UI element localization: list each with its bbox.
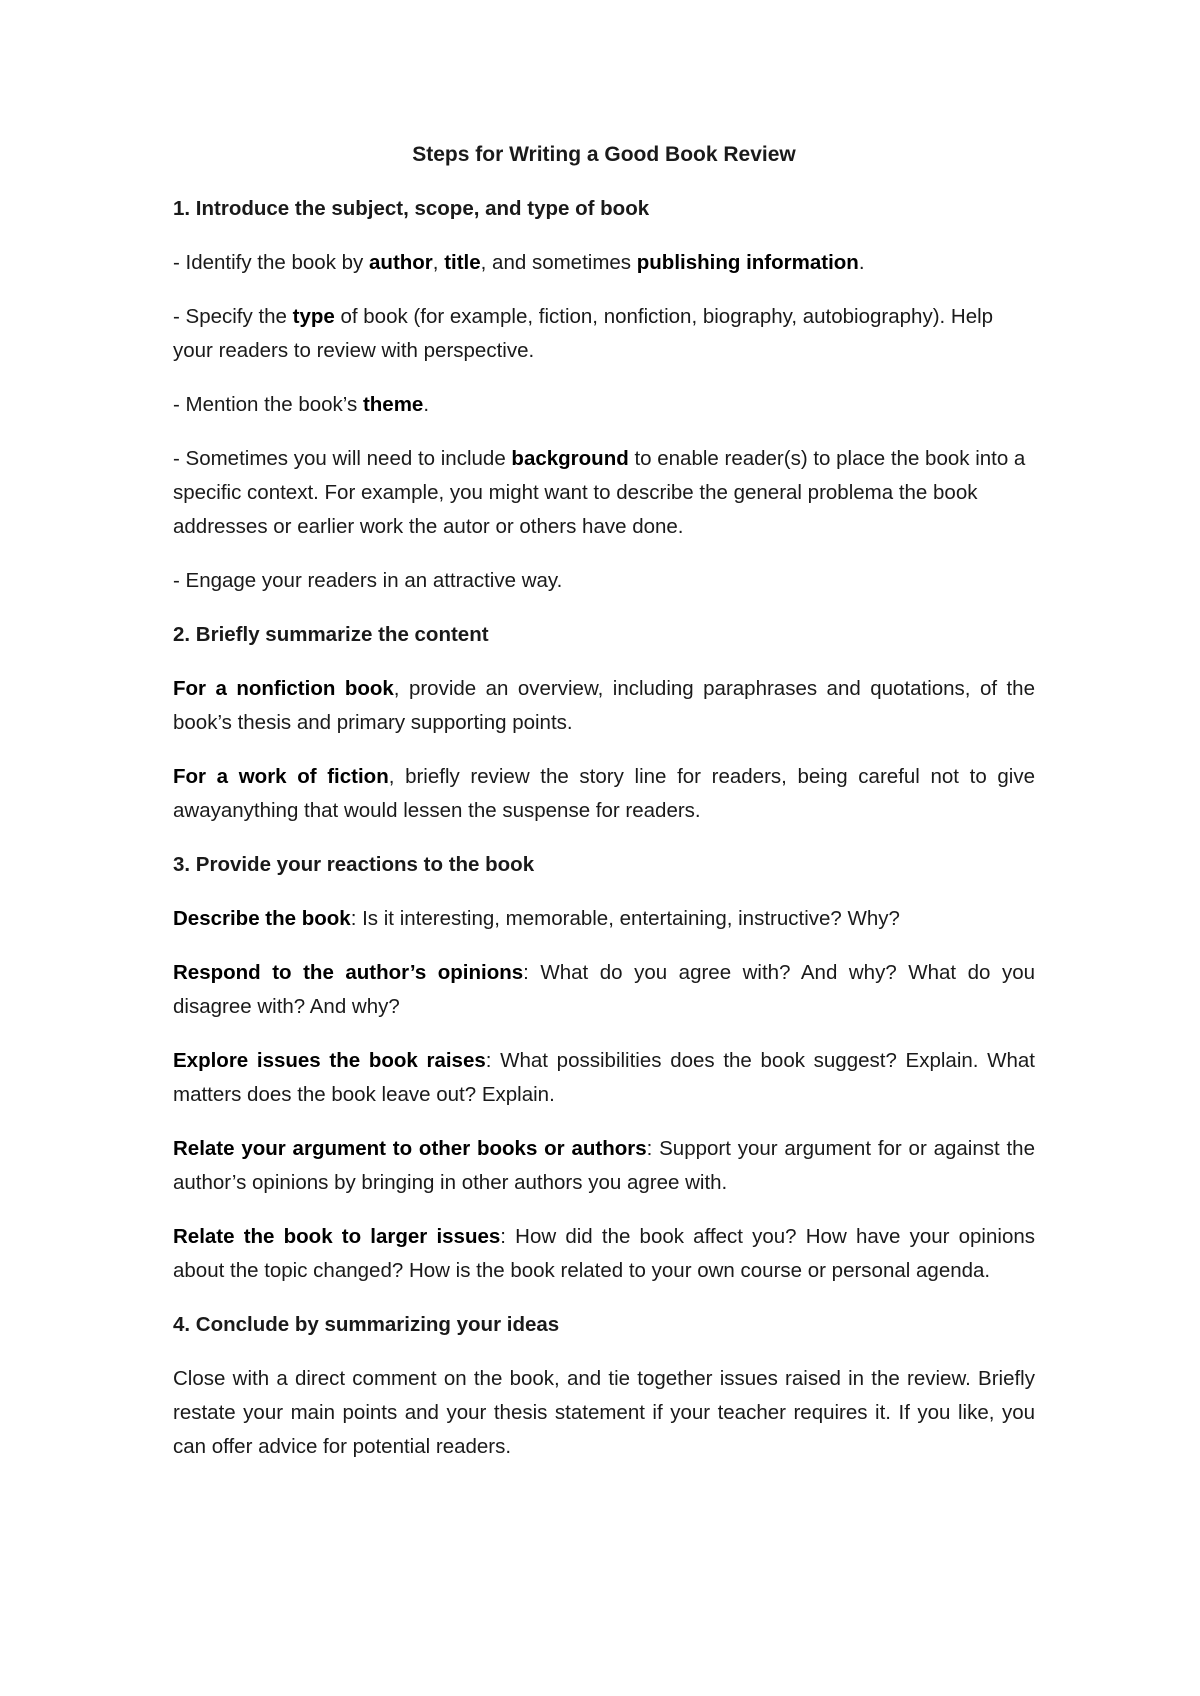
text-run: : What possibilities does the book suggest? Explain. What matters does the book leave out? Explain. [173, 1049, 1036, 1106]
text-run: : Is it interesting, memorable, entertaining, instructive? Why? [350, 907, 900, 930]
section-2-fiction-paragraph [173, 760, 1035, 828]
text-run: , [432, 251, 445, 274]
bold-lead: Respond to the author’s opinions [173, 961, 524, 984]
section-2-heading: 2. Briefly summarize the content [173, 623, 489, 646]
text-run: - Specify the [173, 305, 293, 328]
section-1-bullet-theme [173, 388, 1035, 422]
bold-publishing-information: publishing information [636, 251, 859, 274]
bold-lead: Relate your argument to other books or authors [173, 1137, 647, 1160]
section-3-relate-argument-paragraph [173, 1132, 1035, 1200]
section-3-describe-paragraph [173, 902, 1035, 936]
section-1-bullet-type [173, 300, 1035, 368]
text-run: to enable reader(s) to place the book into a specific context. For example, you might want to describe the general problema the book addresses or earlier work the autor or others have done. [173, 447, 1026, 538]
bold-lead: For a nonfiction book [173, 677, 394, 700]
section-3-respond-paragraph [173, 956, 1035, 1024]
document-page [173, 138, 1035, 1484]
section-3-heading: 3. Provide your reactions to the book [173, 853, 535, 876]
section-1-bullet-engage: - Engage your readers in an attractive way. [173, 569, 563, 592]
text-run: - Identify the book by [173, 251, 370, 274]
section-1-bullet-identify [173, 246, 1035, 280]
section-2-nonfiction-paragraph [173, 672, 1035, 740]
bold-lead: For a work of fiction [173, 765, 389, 788]
bold-author: author [369, 251, 433, 274]
text-run: , provide an overview, including paraphrases and quotations, of the book’s thesis and primary supporting points. [173, 677, 1035, 734]
text-run: of book (for example, fiction, nonfiction, biography, autobiography). Help your readers to review with perspective. [173, 305, 994, 362]
section-3-explore-paragraph [173, 1044, 1035, 1112]
section-4-conclusion-paragraph: Close with a direct comment on the book, and tie together issues raised in the review. Briefly restate your main points and your thesis statement if your teacher requires it. If you like, you can offer advice for potential readers. [173, 1367, 1035, 1458]
text-run: , and sometimes [480, 251, 637, 274]
text-run: , briefly review the story line for readers, being careful not to give awayanything that would lessen the suspense for readers. [173, 765, 1035, 822]
text-run: : What do you agree with? And why? What do you disagree with? And why? [173, 961, 1035, 1018]
text-run: - Mention the book’s [173, 393, 363, 416]
text-run: : How did the book affect you? How have your opinions about the topic changed? How is the book related to your own course or personal agenda. [173, 1225, 1035, 1282]
section-1-bullet-background [173, 442, 1035, 544]
bold-type: type [292, 305, 335, 328]
bold-title: title [444, 251, 481, 274]
text-run: . [858, 251, 865, 274]
bold-lead: Relate the book to larger issues [173, 1225, 501, 1248]
bold-lead: Describe the book [173, 907, 351, 930]
document-title: Steps for Writing a Good Book Review [412, 143, 796, 166]
bold-theme: theme [362, 393, 424, 416]
section-1-heading: 1. Introduce the subject, scope, and type of book [173, 197, 650, 220]
text-run: : Support your argument for or against the author’s opinions by bringing in other authors you agree with. [173, 1137, 1035, 1194]
text-run: . [423, 393, 430, 416]
section-4-heading: 4. Conclude by summarizing your ideas [173, 1313, 560, 1336]
bold-background: background [511, 447, 629, 470]
text-run: - Sometimes you will need to include [173, 447, 512, 470]
bold-lead: Explore issues the book raises [173, 1049, 486, 1072]
section-3-relate-book-paragraph [173, 1220, 1035, 1288]
